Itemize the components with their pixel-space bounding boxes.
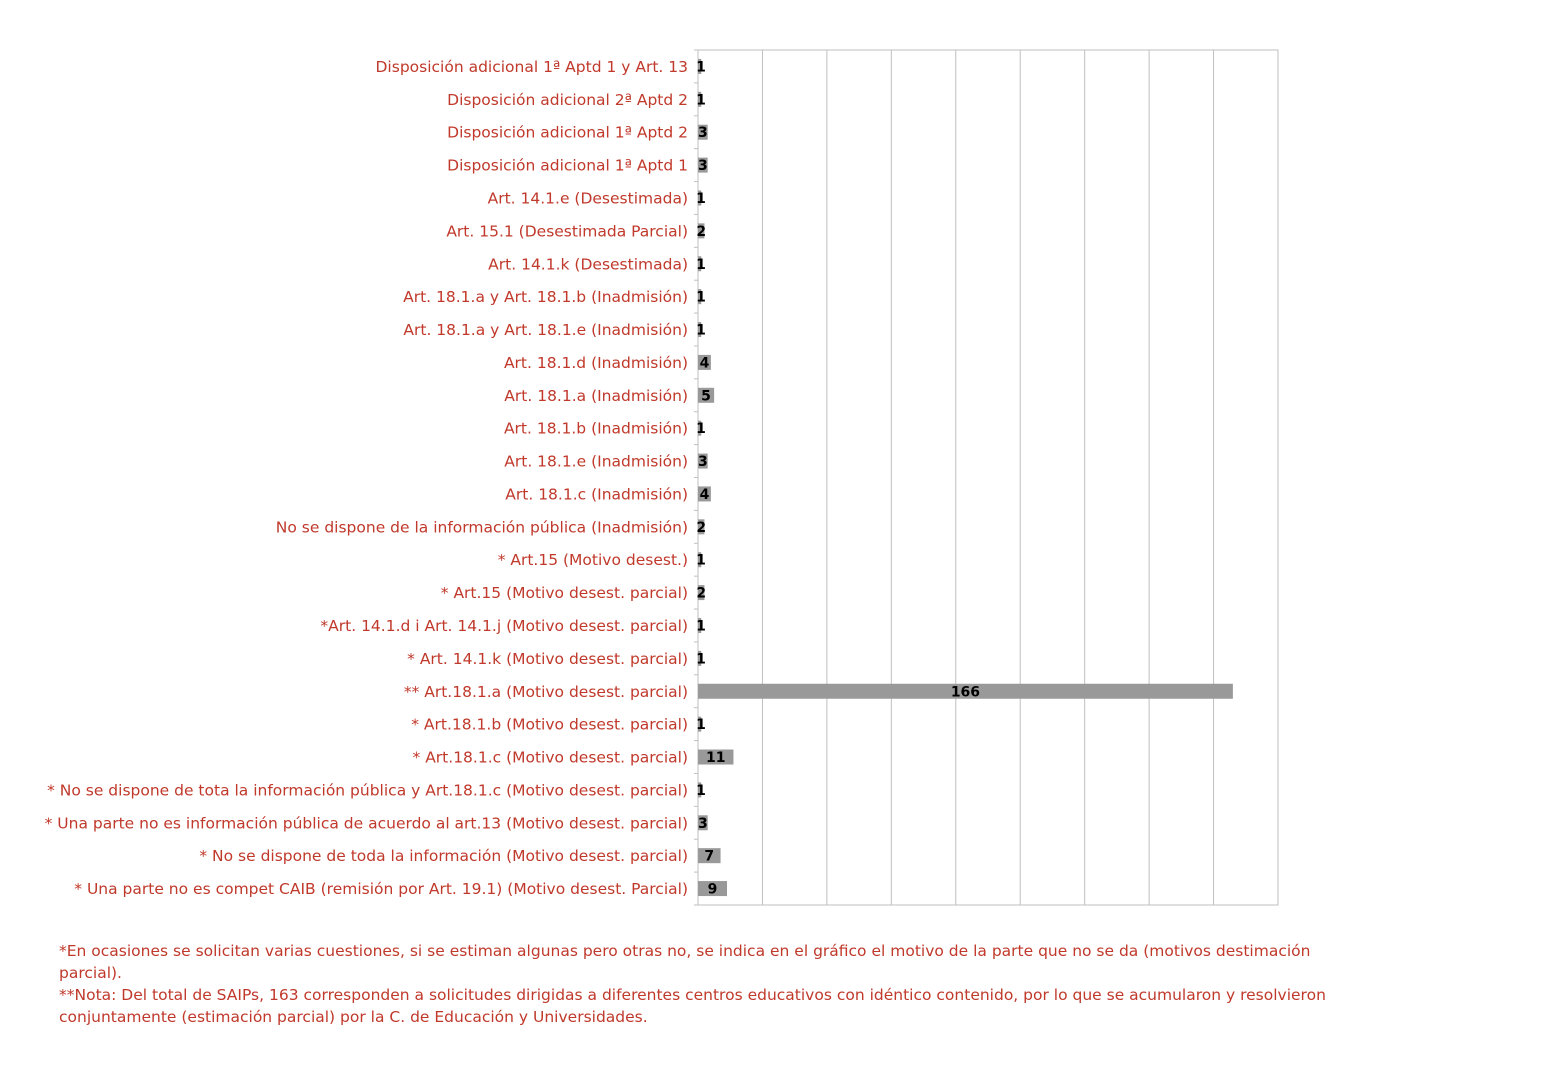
category-labels: [45, 58, 688, 898]
chart-bars: [698, 59, 1233, 896]
data-label: 1: [696, 782, 706, 799]
category-label: No se dispone de la información pública (Inadmisión): [275, 518, 688, 537]
category-label: Art. 14.1.k (Desestimada): [488, 255, 688, 274]
category-label: * No se dispone de toda la información (Motivo desest. parcial): [199, 847, 688, 866]
data-label: 1: [696, 59, 706, 76]
category-label: ** Art.18.1.a (Motivo desest. parcial): [403, 682, 688, 701]
plot-frame: [698, 50, 1278, 905]
data-label: 4: [699, 486, 710, 503]
data-label: 9: [707, 881, 718, 898]
data-label: 1: [696, 651, 706, 668]
data-label: 3: [697, 454, 708, 471]
data-label: 3: [697, 815, 708, 832]
category-label: Art. 18.1.e (Inadmisión): [504, 452, 688, 471]
category-label: * Art.18.1.b (Motivo desest. parcial): [411, 715, 688, 734]
chart-grid: [694, 50, 1278, 905]
category-label: Art. 18.1.a y Art. 18.1.e (Inadmisión): [403, 321, 688, 340]
data-label: 1: [696, 289, 706, 306]
category-label: Art. 18.1.a y Art. 18.1.b (Inadmisión): [403, 288, 688, 307]
data-label: 1: [696, 92, 706, 109]
category-label: * Art. 14.1.k (Motivo desest. parcial): [407, 649, 688, 668]
data-label: 2: [696, 519, 707, 536]
category-label: Disposición adicional 1ª Aptd 1: [447, 156, 688, 175]
data-label: 1: [696, 421, 706, 438]
category-label: * Una parte no es compet CAIB (remisión por Art. 19.1) (Motivo desest. Parcial): [74, 880, 688, 899]
category-label: Disposición adicional 1ª Aptd 1 y Art. 13: [375, 57, 688, 76]
category-label: Disposición adicional 1ª Aptd 2: [447, 123, 688, 142]
data-label: 1: [696, 618, 706, 635]
footnote-partial-estimation: *En ocasiones se solicitan varias cuestiones, si se estiman algunas pero otras no, se indica en el gráfico el motivo de la parte que no se da (motivos destimación parcial).: [59, 942, 1311, 982]
footnote-educacion-note: **Nota: Del total de SAIPs, 163 corresponden a solicitudes dirigidas a diferentes centros educativos con idéntico contenido, por lo que se acumularon y resolvieron conjuntamente (estimación parcial) por la C. de Educación y Universidades.: [59, 986, 1326, 1026]
data-label: 4: [699, 355, 710, 372]
category-label: Art. 18.1.c (Inadmisión): [505, 485, 688, 504]
data-label: 3: [697, 158, 708, 175]
value-labels: [696, 59, 980, 897]
category-label: Art. 14.1.e (Desestimada): [487, 189, 688, 208]
data-label: 2: [696, 223, 707, 240]
data-label: 1: [696, 256, 706, 273]
data-label: 1: [696, 322, 706, 339]
category-label: Disposición adicional 2ª Aptd 2: [447, 90, 688, 109]
category-label: Art. 18.1.b (Inadmisión): [503, 419, 688, 438]
category-label: Art. 18.1.a (Inadmisión): [504, 386, 688, 405]
data-label: 11: [705, 750, 726, 767]
category-label: * Art.15 (Motivo desest.): [497, 551, 688, 570]
category-label: * Art.18.1.c (Motivo desest. parcial): [412, 748, 688, 767]
data-label: 166: [950, 684, 981, 701]
category-label: Art. 18.1.d (Inadmisión): [503, 353, 688, 372]
category-label: Art. 15.1 (Desestimada Parcial): [446, 222, 688, 241]
data-label: 5: [701, 388, 711, 405]
data-label: 1: [696, 190, 706, 207]
category-label: * Art.15 (Motivo desest. parcial): [440, 584, 688, 603]
data-label: 3: [697, 125, 708, 142]
footnotes: [59, 940, 1359, 1028]
data-label: 2: [696, 585, 707, 602]
data-label: 1: [696, 552, 706, 569]
data-label: 1: [696, 717, 706, 734]
category-label: * Una parte no es información pública de acuerdo al art.13 (Motivo desest. parcial): [44, 814, 688, 833]
data-label: 7: [704, 848, 715, 865]
category-label: * No se dispone de tota la información pública y Art.18.1.c (Motivo desest. parcial): [47, 781, 688, 800]
category-label: *Art. 14.1.d i Art. 14.1.j (Motivo desest. parcial): [320, 616, 688, 635]
